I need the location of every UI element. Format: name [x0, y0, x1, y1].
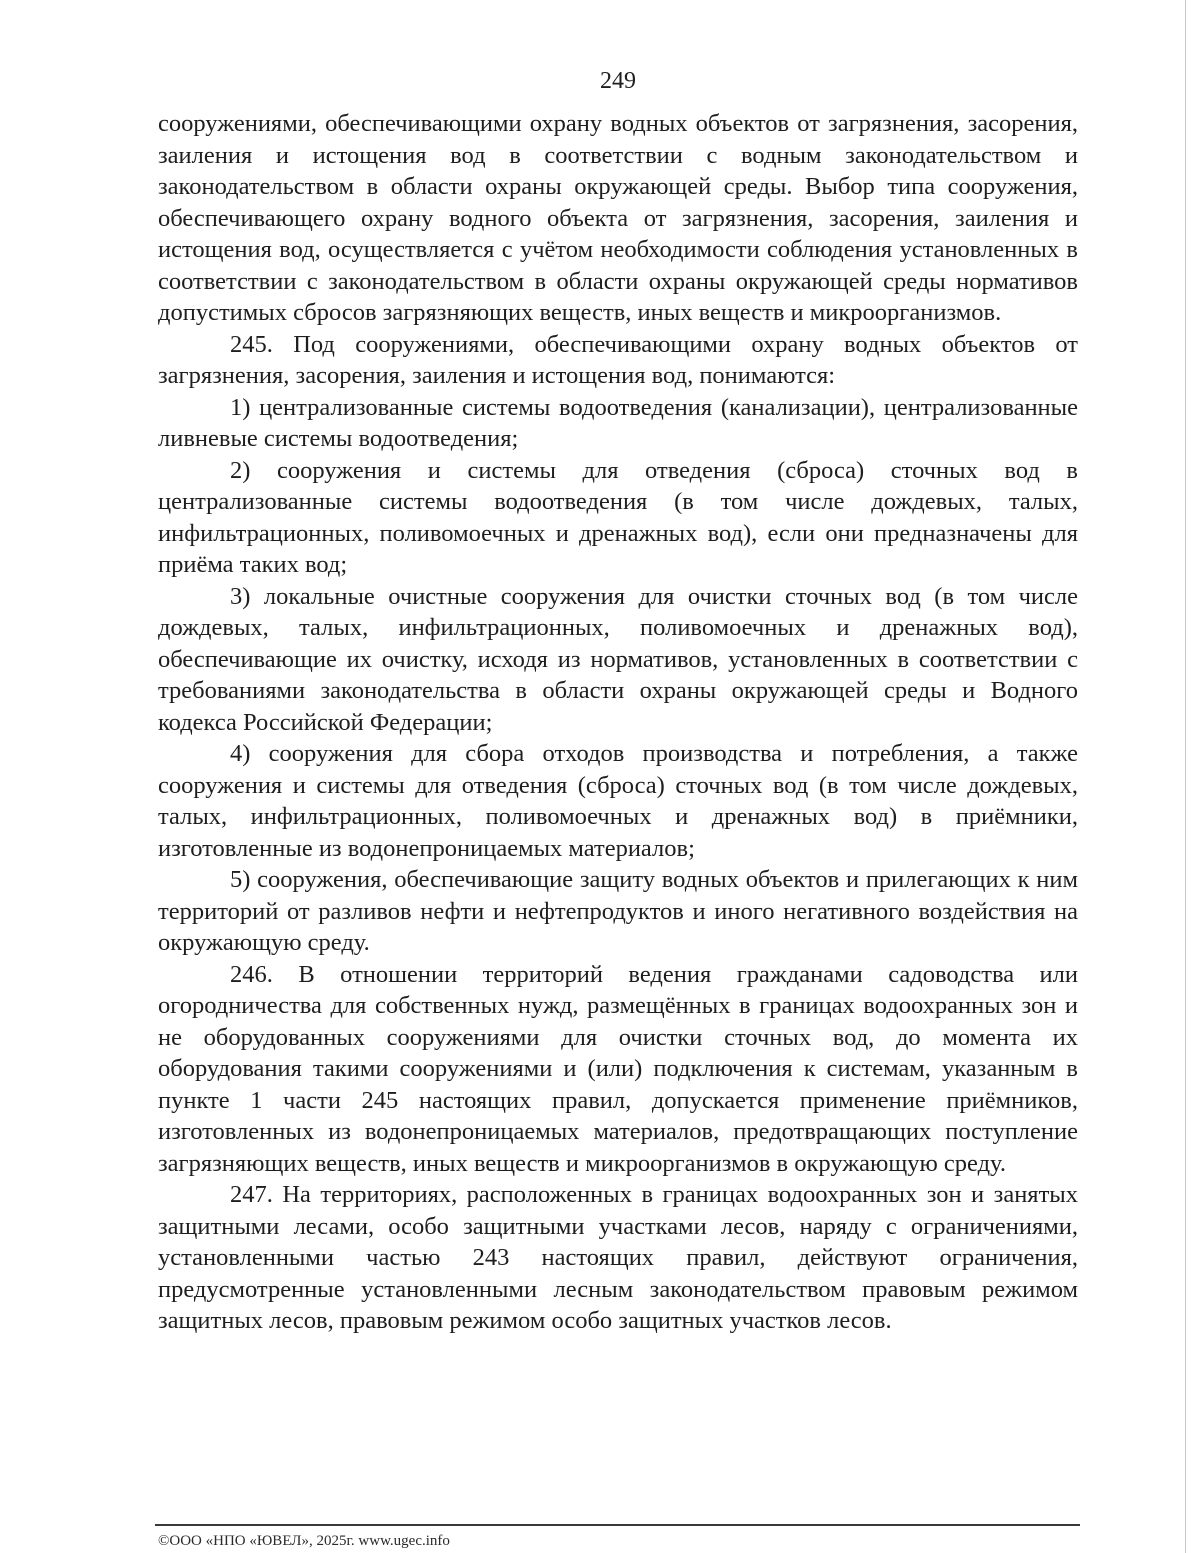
paragraph-clause-246: 246. В отношении территорий ведения гражданами садоводства или огородничества для собственных нужд, размещённых в границах водоохранных зон и не оборудованных сооружениями для очистки сточных вод, до момента их оборудования такими сооружениями и (или) подключения к системам, указанным в пункте 1 части 245 настоящих правил, допускается применение приёмников, изготовленных из водонепроницаемых материалов, предотвращающих поступление загрязняющих веществ, иных веществ и микроорганизмов в окружающую среду.	[158, 960, 1078, 1177]
list-item-4: 4) сооружения для сбора отходов производства и потребления, а также сооружения и системы для отведения (сброса) сточных вод (в том числе дождевых, талых, инфильтрационных, поливомоечных и дренажных вод) в приёмники, изготовленные из водонепроницаемых материалов;	[158, 740, 1078, 862]
page-edge-line	[1185, 0, 1186, 1553]
list-item-2: 2) сооружения и системы для отведения (сброса) сточных вод в централизованные системы водоотведения (в том числе дождевых, талых, инфильтрационных, поливомоечных и дренажных вод), если они предназначены для приёма таких вод;	[158, 456, 1078, 578]
document-body	[158, 108, 1078, 1337]
footer-rule	[155, 1524, 1080, 1526]
list-item-3: 3) локальные очистные сооружения для очистки сточных вод (в том числе дождевых, талых, инфильтрационных, поливомоечных и дренажных вод), обеспечивающие их очистку, исходя из нормативов, установленных в соответствии с требованиями законодательства в области охраны окружающей среды и Водного кодекса Российской Федерации;	[158, 582, 1078, 736]
list-item-1: 1) централизованные системы водоотведения (канализации), централизованные ливневые системы водоотведения;	[158, 393, 1078, 452]
footer-copyright: ©ООО «НПО «ЮВЕЛ», 2025г. www.ugec.info	[158, 1533, 450, 1549]
paragraph-continuation: сооружениями, обеспечивающими охрану водных объектов от загрязнения, засорения, заиления и истощения вод в соответствии с водным законодательством и законодательством в области охраны окружающей среды. Выбор типа сооружения, обеспечивающего охрану водного объекта от загрязнения, засорения, заиления и истощения вод, осуществляется с учётом необходимости соблюдения установленных в соответствии с законодательством в области охраны окружающей среды нормативов допустимых сбросов загрязняющих веществ, иных веществ и микроорганизмов.	[158, 110, 1078, 326]
paragraph-clause-245: 245. Под сооружениями, обеспечивающими охрану водных объектов от загрязнения, засорения, заиления и истощения вод, понимаются:	[158, 330, 1078, 389]
list-item-5: 5) сооружения, обеспечивающие защиту водных объектов и прилегающих к ним территорий от разливов нефти и нефтепродуктов и иного негативного воздействия на окружающую среду.	[158, 866, 1078, 956]
page-number: 249	[600, 68, 636, 94]
paragraph-clause-247: 247. На территориях, расположенных в границах водоохранных зон и занятых защитными лесами, особо защитными участками лесов, наряду с ограничениями, установленными частью 243 настоящих правил, действуют ограничения, предусмотренные установленными лесным законодательством правовым режимом защитных лесов, правовым режимом особо защитных участков лесов.	[158, 1181, 1078, 1334]
